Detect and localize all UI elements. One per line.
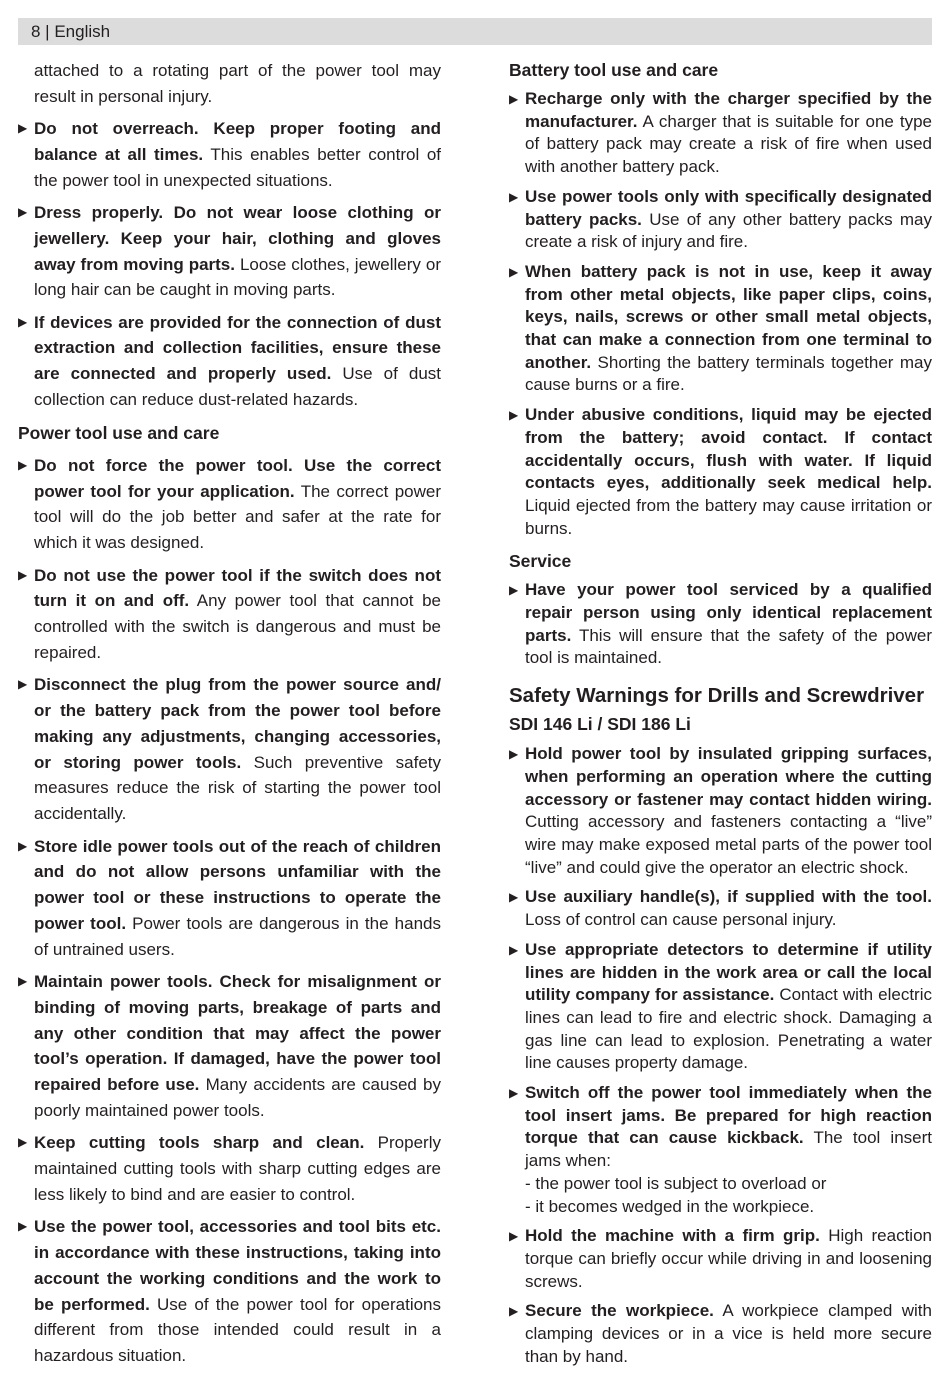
warning-bold-text: Store idle power tools out of the reach of children and do not allow persons unfamiliar with the power tool or these instructions to operate the power tool. bbox=[34, 836, 441, 933]
warning-item bbox=[509, 743, 932, 879]
left-warning-list-2 bbox=[18, 453, 441, 1369]
left-warning-list-1 bbox=[18, 116, 441, 413]
warning-item bbox=[509, 939, 932, 1075]
page-number-language: 8 | English bbox=[31, 22, 111, 41]
warning-sub-line: - it becomes wedged in the workpiece. bbox=[525, 1196, 815, 1216]
warning-explanation: A charger that is suitable for one type of battery pack may create a risk of fire when used with another battery pack. bbox=[525, 111, 932, 177]
warning-explanation: Many accidents are caused by poorly maintained power tools. bbox=[34, 1075, 441, 1120]
subheading-battery-tool-use: Battery tool use and care bbox=[509, 60, 719, 80]
warning-sub-line: - the power tool is subject to overload or bbox=[525, 1173, 827, 1193]
warning-explanation: Contact with electric lines can lead to fire and electric shock. Damaging a gas line can lead to explosion. Penetrating a water line causes property damage. bbox=[525, 985, 932, 1073]
bullet-arrow-icon: ▶ bbox=[509, 942, 519, 957]
warning-explanation: Liquid ejected from the battery may cause irritation or burns. bbox=[525, 495, 932, 538]
warning-explanation: Use of the power tool for operations different from those intended could result in a hazardous situation. bbox=[34, 1294, 441, 1366]
bullet-arrow-icon: ▶ bbox=[509, 92, 519, 106]
bullet-arrow-icon: ▶ bbox=[18, 457, 28, 472]
warning-explanation: The tool insert jams when: bbox=[525, 1128, 933, 1171]
warning-explanation: This enables better control of the power tool in unexpected situations. bbox=[34, 144, 441, 190]
warning-item bbox=[18, 1214, 441, 1369]
warning-explanation: The correct power tool will do the job better and safer at the rate for which it was designed. bbox=[34, 481, 442, 553]
left-column bbox=[18, 58, 441, 1375]
bullet-arrow-icon: ▶ bbox=[18, 838, 28, 853]
warning-item bbox=[509, 886, 932, 931]
warning-bold-text: Do not use the power tool if the switch does not turn it on and off. bbox=[34, 565, 441, 611]
warning-explanation: Properly maintained cutting tools with sharp cutting edges are less likely to bind and are easier to control. bbox=[34, 1133, 441, 1204]
warning-item bbox=[18, 200, 441, 303]
warning-explanation: Such preventive safety measures reduce the risk of starting the power tool accidentally. bbox=[34, 752, 441, 824]
section-title-drills: Safety Warnings for Drills and Screwdriver bbox=[509, 684, 925, 708]
warning-bold-text: Hold power tool by insulated gripping surfaces, when performing an operation where the cutting accessory or fastener may contact hidden wiring. bbox=[525, 744, 932, 809]
warning-bold-text: Recharge only with the charger specified by the manufacturer. bbox=[525, 89, 932, 131]
bullet-arrow-icon: ▶ bbox=[18, 1135, 28, 1150]
warning-item bbox=[18, 834, 441, 963]
warning-explanation: Any power tool that cannot be controlled with the switch is dangerous and must be repaired. bbox=[34, 591, 441, 662]
bullet-arrow-icon: ▶ bbox=[18, 1219, 28, 1234]
warning-explanation: Loss of control can cause personal injury. bbox=[525, 910, 837, 930]
warning-bold-text: Do not overreach. Keep proper footing and balance at all times. bbox=[34, 119, 441, 164]
warning-bold-text: Disconnect the plug from the power source and/ or the battery pack from the power tool before making any adjustments, changing accessories, or storing power tools. bbox=[34, 675, 441, 772]
bullet-arrow-icon: ▶ bbox=[18, 567, 28, 582]
warning-bold-text: When battery pack is not in use, keep it away from other metal objects, like paper clips, coins, keys, nails, screws or other small metal objects, that can make a connection from one terminal to another. bbox=[525, 261, 932, 372]
warning-bold-text: Use the power tool, accessories and tool bits etc. in accordance with these instructions, taking into account the working conditions and the work to be performed. bbox=[34, 1217, 441, 1314]
bullet-arrow-icon: ▶ bbox=[509, 1304, 519, 1319]
warning-bold-text: Maintain power tools. Check for misalignment or binding of moving parts, breakage of parts and any other condition that may affect the power tool’s operation. If damaged, have the power tool repaired before use. bbox=[34, 972, 441, 1095]
bullet-arrow-icon: ▶ bbox=[18, 677, 28, 692]
warning-item bbox=[509, 1300, 932, 1368]
warning-item bbox=[509, 579, 932, 670]
warning-item bbox=[18, 672, 441, 827]
warning-explanation: Cutting accessory and fasteners contacting a “live” wire may make exposed metal parts of the power tool “live” and could give the operator an electric shock. bbox=[525, 812, 932, 877]
continued-text: attached to a rotating part of the power tool may result in personal injury. bbox=[34, 61, 441, 106]
warning-bold-text: Dress properly. Do not wear loose clothing or jewellery. Keep your hair, clothing and gloves away from moving parts. bbox=[34, 202, 441, 274]
warning-bold-text: Use auxiliary handle(s), if supplied with the tool. bbox=[525, 887, 932, 907]
warning-item bbox=[509, 261, 932, 397]
bullet-arrow-icon: ▶ bbox=[509, 264, 519, 279]
warning-bold-text: Do not force the power tool. Use the correct power tool for your application. bbox=[34, 455, 441, 501]
warning-item bbox=[509, 404, 932, 540]
bullet-arrow-icon: ▶ bbox=[509, 583, 519, 598]
warning-item bbox=[509, 1225, 932, 1293]
bullet-arrow-icon: ▶ bbox=[18, 974, 28, 988]
subheading-service: Service bbox=[509, 551, 572, 572]
warning-item bbox=[18, 1130, 441, 1207]
bullet-arrow-icon: ▶ bbox=[18, 121, 28, 136]
warning-item bbox=[18, 453, 441, 556]
warning-item bbox=[18, 969, 441, 1124]
warning-explanation: This will ensure that the safety of the power tool is maintained. bbox=[525, 625, 932, 668]
bullet-arrow-icon: ▶ bbox=[509, 890, 519, 905]
warning-bold-text: Secure the workpiece. bbox=[525, 1301, 714, 1321]
warning-item bbox=[509, 1082, 932, 1218]
model-designation: SDI 146 Li / SDI 186 Li bbox=[509, 714, 691, 735]
warning-explanation: Use of dust collection can reduce dust-related hazards. bbox=[34, 364, 441, 410]
drill-warning-list bbox=[509, 743, 932, 1368]
warning-bold-text: Use appropriate detectors to determine if utility lines are hidden in the work area or call the local utility company for assistance. bbox=[525, 939, 932, 1005]
warning-item bbox=[509, 88, 932, 179]
warning-item bbox=[509, 186, 932, 254]
warning-bold-text: Keep cutting tools sharp and clean. bbox=[34, 1133, 365, 1153]
warning-item bbox=[18, 563, 441, 666]
warning-bold-text: Have your power tool serviced by a qualified repair person using only identical replacement parts. bbox=[525, 580, 932, 645]
warning-explanation: Power tools are dangerous in the hands of untrained users. bbox=[34, 913, 441, 959]
bullet-arrow-icon: ▶ bbox=[509, 1229, 519, 1244]
page-header bbox=[18, 18, 932, 45]
warning-item bbox=[18, 310, 441, 413]
warning-explanation: Loose clothes, jewellery or long hair can be caught in moving parts. bbox=[34, 254, 442, 300]
right-column bbox=[509, 58, 932, 1375]
subheading-power-tool-use: Power tool use and care bbox=[18, 422, 220, 443]
bullet-arrow-icon: ▶ bbox=[18, 204, 28, 219]
battery-warning-list bbox=[509, 88, 932, 540]
service-warning-list bbox=[509, 579, 932, 670]
warning-explanation: High reaction torque can briefly occur while driving in and loosening screws. bbox=[525, 1226, 932, 1291]
warning-bold-text: Use power tools only with specifically designated battery packs. bbox=[525, 186, 932, 229]
warning-explanation: Shorting the battery terminals together may cause burns or a fire. bbox=[525, 352, 932, 395]
bullet-arrow-icon: ▶ bbox=[18, 314, 28, 329]
bullet-arrow-icon: ▶ bbox=[509, 1086, 519, 1101]
warning-explanation: Use of any other battery packs may create a risk of injury and fire. bbox=[525, 209, 932, 252]
warning-bold-text: Hold the machine with a firm grip. bbox=[525, 1226, 820, 1246]
warning-bold-text: Under abusive conditions, liquid may be ejected from the battery; avoid contact. If contact accidentally occurs, flush with water. If liquid contacts eyes, additionally seek medical help. bbox=[525, 405, 932, 493]
warning-explanation: A workpiece clamped with clamping devices or in a vice is held more secure than by hand. bbox=[525, 1301, 932, 1366]
warning-item bbox=[18, 116, 441, 193]
bullet-arrow-icon: ▶ bbox=[509, 189, 519, 204]
warning-bold-text: If devices are provided for the connection of dust extraction and collection facilities, ensure these are connected and properly used. bbox=[34, 312, 441, 384]
bullet-arrow-icon: ▶ bbox=[509, 408, 519, 423]
bullet-arrow-icon: ▶ bbox=[509, 747, 519, 762]
warning-bold-text: Switch off the power tool immediately when the tool insert jams. Be prepared for high reaction torque that can cause kickback. bbox=[525, 1083, 932, 1148]
